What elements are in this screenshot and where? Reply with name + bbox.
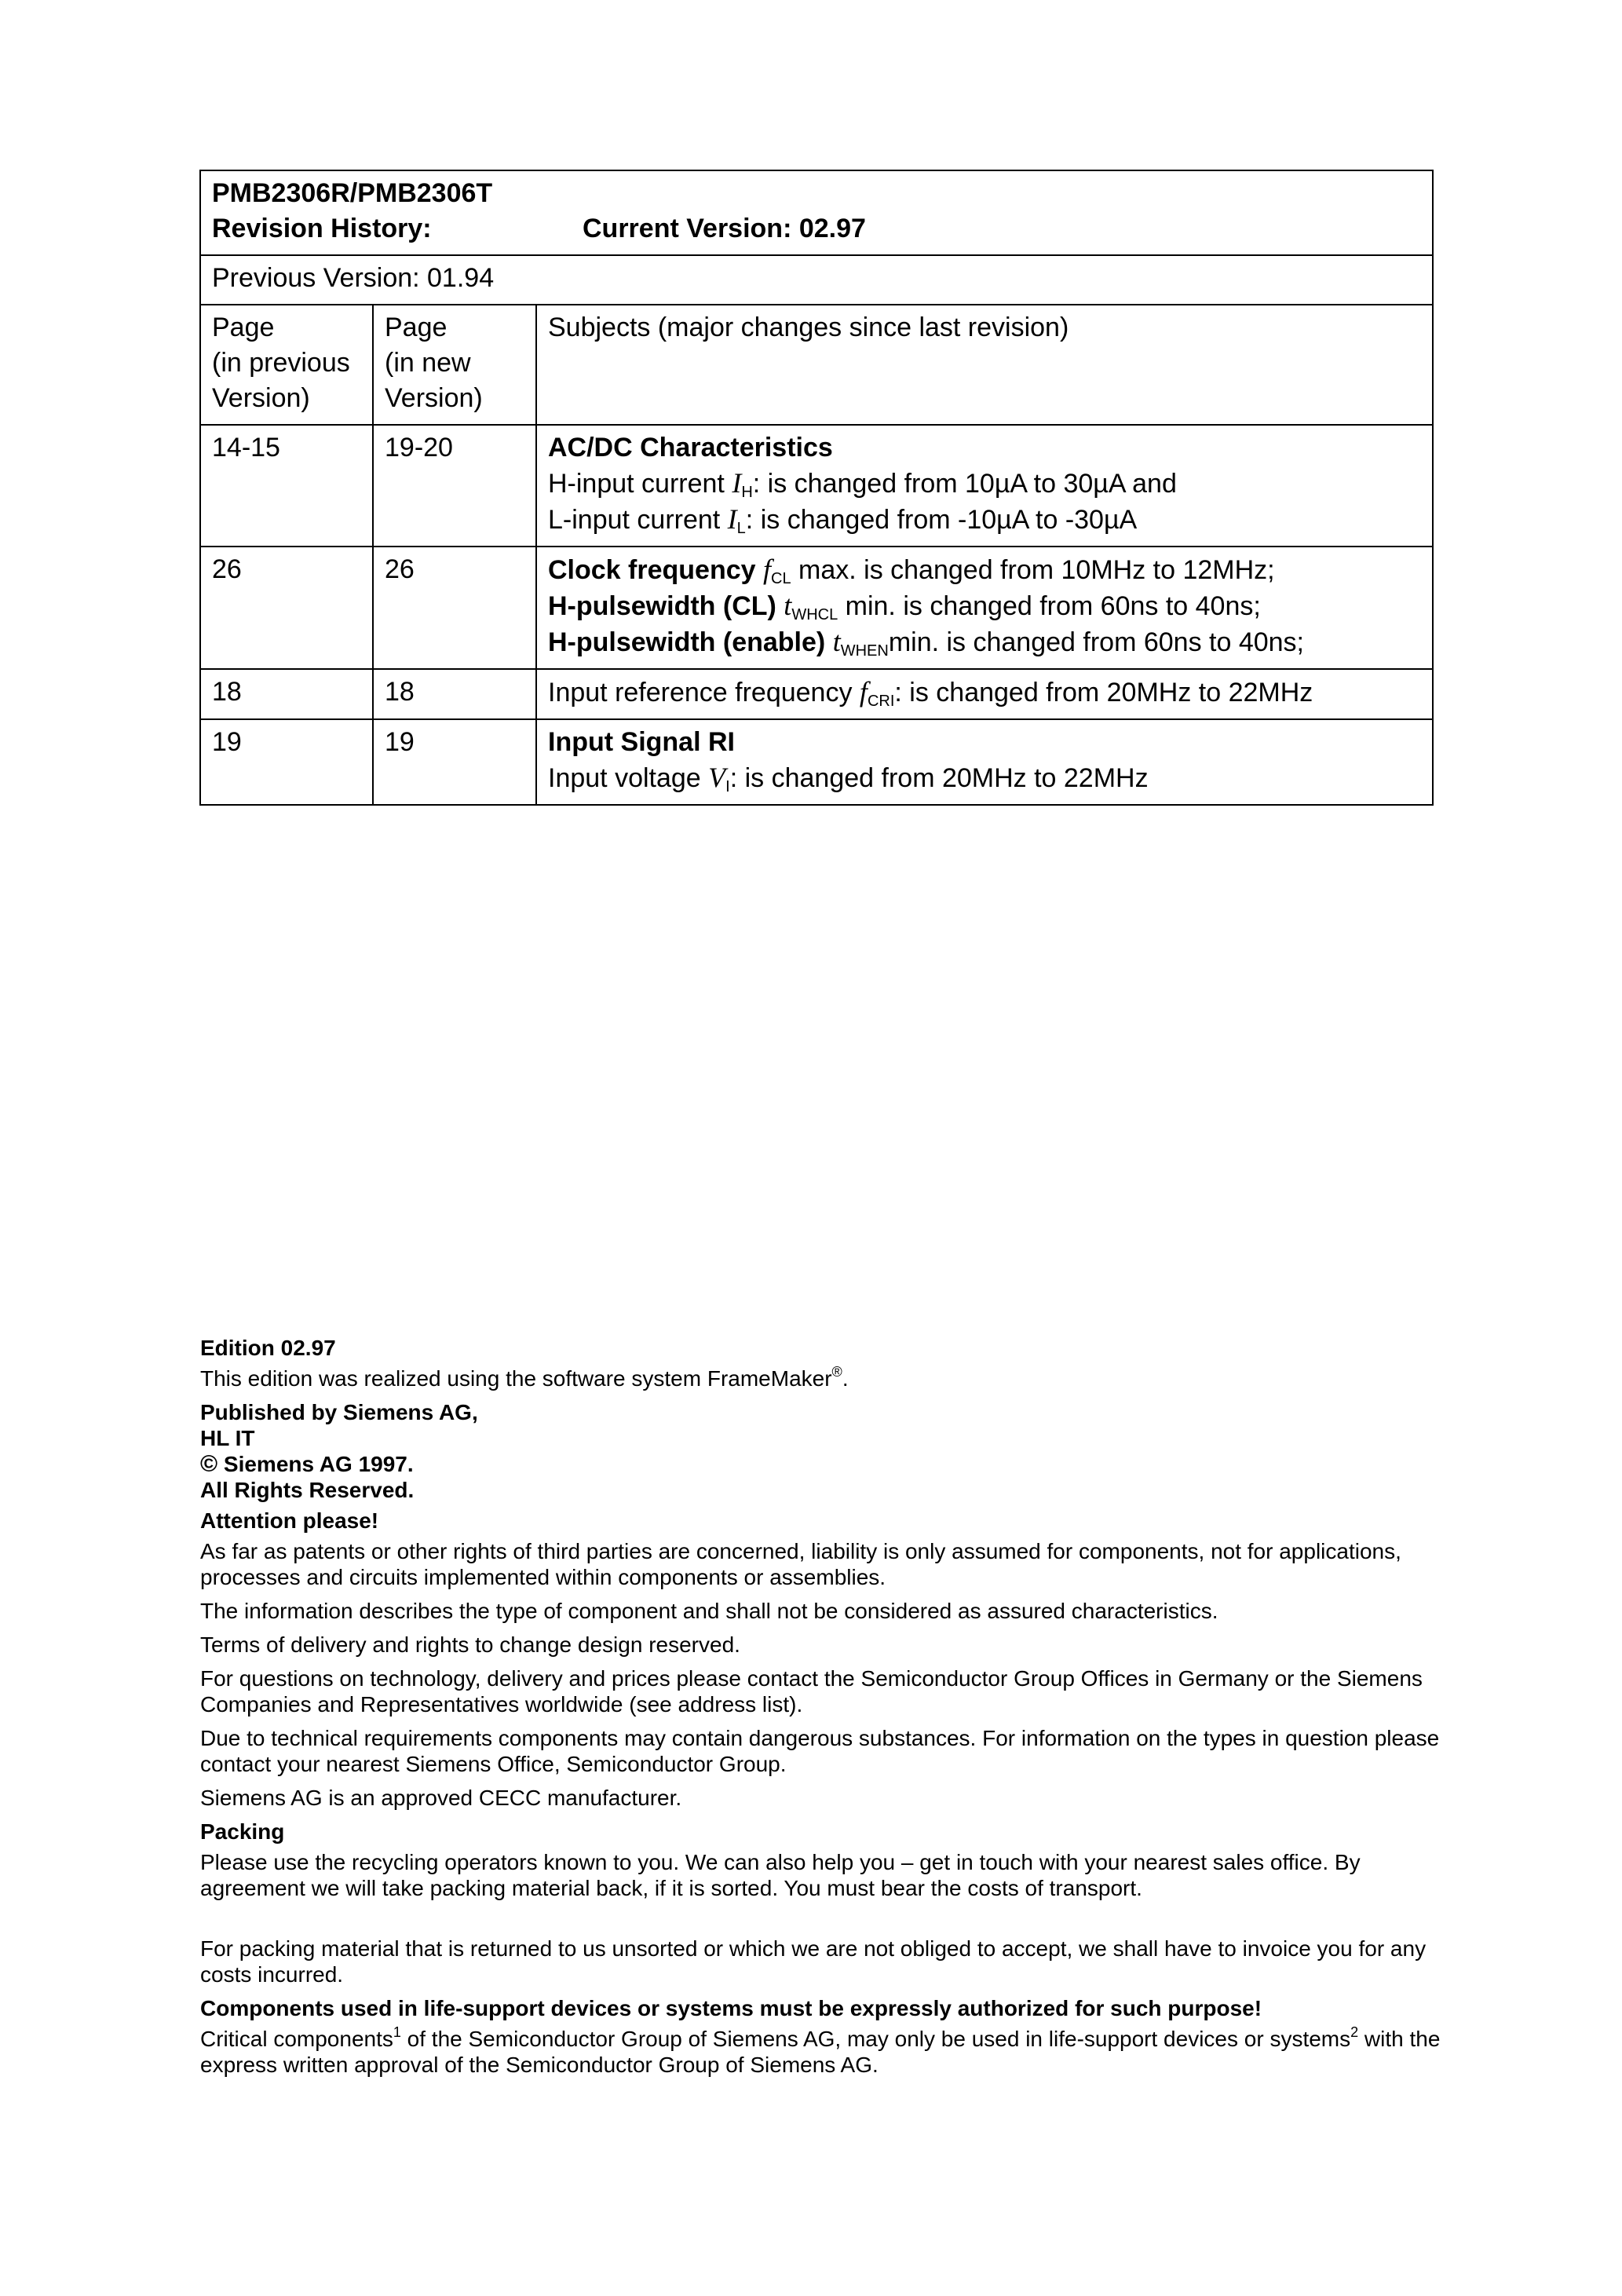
header-subjects: Subjects (major changes since last revision) (536, 305, 1433, 425)
text: . (842, 1366, 849, 1391)
subject-line (548, 502, 1423, 538)
header-line: Page (212, 313, 275, 342)
text: : is changed from -10µA to -30µA (745, 505, 1138, 535)
subject-bold: H-pulsewidth (enable) (548, 627, 833, 657)
text: L-input current (548, 505, 728, 535)
table-title-row (200, 170, 1433, 255)
page-previous-cell: 18 (200, 669, 373, 719)
text: : is changed from 20MHz to 22MHz (729, 763, 1149, 793)
publisher: Published by Siemens AG, (200, 1400, 478, 1424)
table-row (200, 547, 1433, 669)
text: with the express written approval of the Semiconductor Group of Siemens AG. (200, 2027, 1441, 2077)
table-header-row (200, 305, 1433, 425)
previous-version: Previous Version: 01.94 (200, 255, 1433, 305)
symbol-subscript: WHCL (791, 606, 838, 623)
symbol: I (727, 503, 737, 535)
symbol-subscript: CRI (867, 693, 895, 710)
subject-bold: Clock frequency (548, 555, 763, 585)
subject-cell (536, 425, 1433, 547)
footnote-mark: 1 (393, 2024, 401, 2040)
symbol: f (859, 676, 868, 707)
patents-paragraph: As far as patents or other rights of third parties are concerned, liability is only assumed for components, not for applications, processes and circuits implemented within components or assemblies. (200, 1539, 1401, 1589)
table-row (200, 669, 1433, 719)
revision-history-table (199, 170, 1434, 806)
text: Input voltage (548, 763, 709, 793)
cecc-paragraph: Siemens AG is an approved CECC manufacturer. (200, 1786, 682, 1810)
life-support-heading: Components used in life-support devices or systems must be expressly authorized for such purpose! (200, 1996, 1262, 2020)
page-previous-cell: 26 (200, 547, 373, 669)
text: This edition was realized using the software system FrameMaker (200, 1366, 832, 1391)
symbol-subscript: WHEN (840, 642, 889, 660)
symbol-subscript: I (725, 778, 730, 795)
text: min. is changed from 60ns to 40ns; (838, 591, 1261, 621)
subject-cell (536, 669, 1433, 719)
table-row (200, 425, 1433, 547)
header-line: (in new (385, 348, 471, 378)
subject-line (548, 466, 1423, 502)
subject-line (548, 588, 1423, 624)
text: min. is changed from 60ns to 40ns; (888, 627, 1304, 657)
symbol-subscript: CL (771, 570, 791, 587)
rights-line: All Rights Reserved. (200, 1478, 415, 1502)
registered-mark: ® (831, 1364, 842, 1380)
previous-version-row (200, 255, 1433, 305)
header-line: Page (385, 313, 448, 342)
text: : is changed from 10µA to 30µA and (752, 469, 1177, 499)
text: H-input current (548, 469, 732, 499)
copyright-icon: © (200, 1451, 218, 1477)
symbol: t (832, 626, 841, 657)
page-previous-cell: 19 (200, 719, 373, 805)
symbol-subscript: H (741, 484, 753, 501)
text: Input reference frequency (548, 678, 860, 707)
symbol: V (708, 762, 726, 793)
subject-line (548, 624, 1423, 660)
packing-heading: Packing (200, 1819, 285, 1844)
subject-cell (536, 719, 1433, 805)
publisher-dept: HL IT (200, 1426, 255, 1450)
page-new-cell: 19-20 (373, 425, 536, 547)
information-paragraph: The information describes the type of component and shall not be considered as assured characteristics. (200, 1599, 1218, 1623)
edition-heading: Edition 02.97 (200, 1336, 336, 1360)
header-line: Version) (385, 383, 483, 413)
revision-history-label: Revision History: (212, 214, 432, 243)
critical-components-paragraph (200, 2026, 1441, 2078)
header-line: (in previous (212, 348, 350, 378)
page-new-cell: 18 (373, 669, 536, 719)
table-title-cell (200, 170, 1433, 255)
subject-bold: H-pulsewidth (CL) (548, 591, 784, 621)
text: Siemens AG 1997. (217, 1452, 414, 1476)
text: Critical components (200, 2027, 393, 2051)
imprint-section (200, 1335, 1441, 2086)
subject-title: AC/DC Characteristics (548, 433, 833, 462)
product-name: PMB2306R/PMB2306T (212, 178, 493, 208)
page-previous-cell: 14-15 (200, 425, 373, 547)
symbol: t (784, 590, 792, 621)
header-line: Version) (212, 383, 310, 413)
unsorted-packing-paragraph: For packing material that is returned to us unsorted or which we are not obliged to accept, we shall have to invoice you for any costs incurred. (200, 1936, 1427, 1987)
symbol-subscript: L (736, 520, 746, 537)
recycling-paragraph: Please use the recycling operators known to you. We can also help you – get in touch with your nearest sales office. By agreement we will take packing material back, if it is sorted. You must bear the costs of transport. (200, 1850, 1361, 1900)
subject-line (548, 760, 1423, 796)
questions-paragraph: For questions on technology, delivery and prices please contact the Semiconductor Group Offices in Germany or the Siemens Companies and Representatives worldwide (see address list). (200, 1666, 1423, 1717)
copyright-line (200, 1451, 1441, 1477)
text: : is changed from 20MHz to 22MHz (894, 678, 1313, 707)
subject-title: Input Signal RI (548, 727, 735, 757)
page-new-cell: 19 (373, 719, 536, 805)
framemaker-note (200, 1366, 1441, 1391)
current-version: Current Version: 02.97 (583, 214, 866, 243)
subject-cell (536, 547, 1433, 669)
dangerous-substances-paragraph: Due to technical requirements components may contain dangerous substances. For information on the types in question please contact your nearest Siemens Office, Semiconductor Group. (200, 1726, 1440, 1776)
symbol: f (762, 554, 771, 585)
page-new-cell: 26 (373, 547, 536, 669)
table-row (200, 719, 1433, 805)
symbol: I (732, 467, 742, 499)
text: of the Semiconductor Group of Siemens AG, may only be used in life-support devices or systems (400, 2027, 1351, 2051)
subject-line (548, 675, 1423, 711)
terms-paragraph: Terms of delivery and rights to change design reserved. (200, 1632, 740, 1657)
attention-heading: Attention please! (200, 1508, 379, 1533)
footnote-mark: 2 (1350, 2024, 1359, 2040)
text: max. is changed from 10MHz to 12MHz; (791, 555, 1275, 585)
header-page-new (373, 305, 536, 425)
header-page-previous (200, 305, 373, 425)
subject-line (548, 552, 1423, 588)
